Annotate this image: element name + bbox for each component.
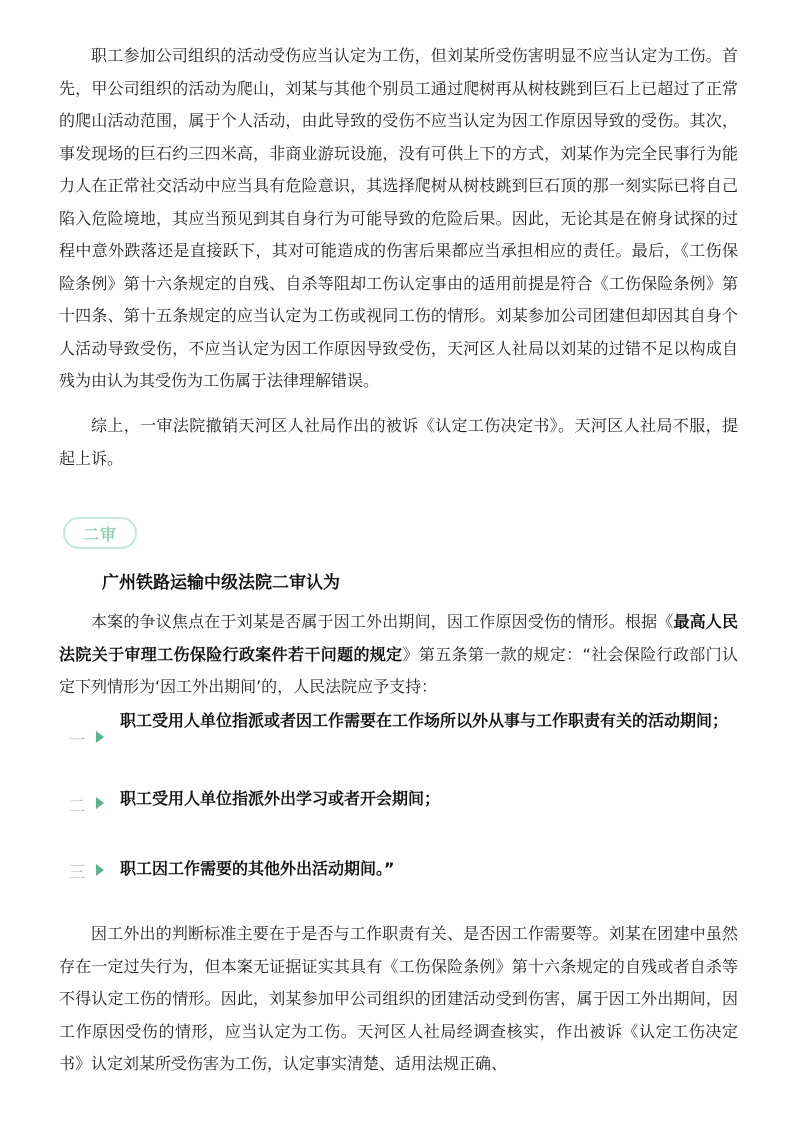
triangle-bullet-icon xyxy=(96,864,104,876)
list-number-2: 二 xyxy=(68,797,86,817)
list-item-text: 职工受用人单位指派或者因工作需要在工作场所以外从事与工作职责有关的活动期间； xyxy=(120,711,729,730)
list-item-text: 职工因工作需要的其他外出活动期间。” xyxy=(120,859,395,878)
list-number-1: 一 xyxy=(68,731,86,751)
list-item-text: 职工受用人单位指派外出学习或者开会期间； xyxy=(120,789,441,808)
paragraph-first-instance-reasoning: 职工参加公司组织的活动受伤应当认定为工伤，但刘某所受伤害明显不应当认定为工伤。首先，甲公司组织的活动为爬山，刘某与其他个别员工通过爬树再从树枝跳到巨石上已超过了正常的爬山活动范围，属于个人活动，由此导致的受伤不应当认定为因工作原因导致的受伤。其次，事发现场的巨石约三四米高，非商业游玩设施，没有可供上下的方式，刘某作为完全民事行为能力人在正常社交活动中应当具有危险意识，其选择爬树从树枝跳到巨石顶的那一刻实际已将自己陷入危险境地，其应当预见到其自身行为可能导致的危险后果。因此，无论其是在俯身试探的过程中意外跌落还是直接跃下，其对可能造成的伤害后果都应当承担相应的责任。最后，《工伤保险条例》第十六条规定的自残、自杀等阻却工伤认定事由的适用前提是符合《工伤保险条例》第十四条、第十五条规定的应当认定为工伤或视同工伤的情形。刘某参加公司团建但却因其自身个人活动导致受伤，不应当认定为因工作原因导致受伤，天河区人社局以刘某的过错不足以构成自残为由认为其受伤为工伤属于法律理解错误。 xyxy=(59,46,738,390)
list-item-1 xyxy=(66,708,746,764)
list-number-3: 三 xyxy=(68,863,86,883)
paragraph-dispute-focus-tail: 》第五条第一款的规定：“社会保险行政部门认定下列情形为‘因工外出期间’的，人民法院应予支持： xyxy=(59,644,738,696)
regulation-title: 最高人民法院关于审理工伤保险行政案件若干问题的规定 xyxy=(59,612,738,664)
section-badge-second-instance: 二审 xyxy=(63,517,137,549)
paragraph-dispute-focus-lead: 本案的争议焦点在于刘某是否属于因工外出期间，因工作原因受伤的情形。根据《 xyxy=(91,612,674,631)
paragraph-first-instance-conclusion: 综上，一审法院撤销天河区人社局作出的被诉《认定工伤决定书》。天河区人社局不服，提起上诉。 xyxy=(59,416,738,468)
list-item-3 xyxy=(66,856,746,886)
triangle-bullet-icon xyxy=(96,797,104,809)
triangle-bullet-icon xyxy=(96,731,104,743)
paragraph-second-instance-analysis: 因工外出的判断标准主要在于是否与工作职责有关、是否因工作需要等。刘某在团建中虽然存在一定过失行为，但本案无证据证实其具有《工伤保险条例》第十六条规定的自残或者自杀等不得认定工伤的情形。因此，刘某参加甲公司组织的团建活动受到伤害，属于因工外出期间，因工作原因受伤的情形，应当认定为工伤。天河区人社局经调查核实，作出被诉《认定工伤决定书》认定刘某所受伤害为工伤，认定事实清楚、适用法规正确、 xyxy=(59,924,738,1073)
section-heading: 广州铁路运输中级法院二审认为 xyxy=(102,573,340,593)
list-item-2 xyxy=(66,786,746,816)
paragraph-dispute-focus xyxy=(59,606,738,704)
